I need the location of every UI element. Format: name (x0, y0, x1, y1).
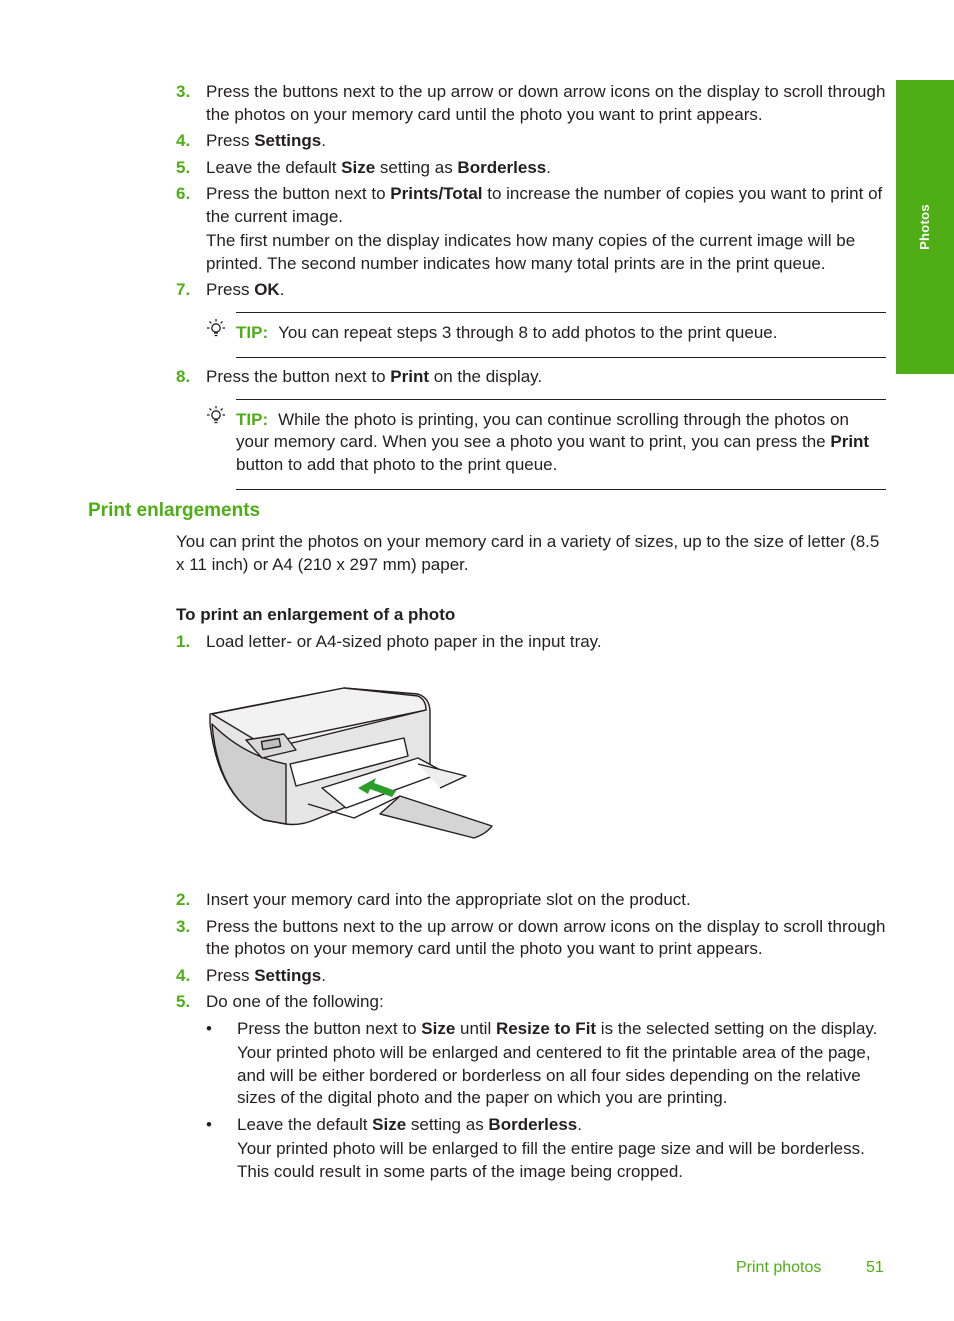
step-number: 3. (176, 82, 191, 101)
bold-term: Settings (254, 131, 322, 150)
step-text: Do one of the following: (206, 992, 384, 1011)
text-run: is the selected setting on the display. (596, 1018, 878, 1038)
bold-term: Print (390, 367, 430, 386)
text-run: . (546, 157, 551, 177)
option-text (237, 1018, 886, 1041)
text-run: Press (206, 965, 255, 985)
step-text (206, 157, 886, 180)
step-number: 5. (176, 992, 191, 1011)
option-borderless (206, 1114, 886, 1184)
step-number: 2. (176, 890, 191, 909)
text-run: . (321, 131, 326, 150)
lightbulb-icon (206, 318, 226, 340)
bold-term: Resize to Fit (495, 1018, 597, 1038)
step-text (206, 130, 886, 153)
step-6 (176, 183, 886, 275)
lightbulb-icon (206, 405, 226, 427)
bold-term: Borderless (457, 157, 547, 177)
tip-text: You can repeat steps 3 through 8 to add photos to the print queue. (278, 322, 778, 342)
step-number: 3. (176, 916, 191, 936)
step-number: 4. (176, 965, 191, 985)
tip-box-1 (206, 312, 886, 359)
step-8 (176, 366, 886, 389)
text-run: Press (206, 131, 255, 150)
bold-term: Borderless (488, 1114, 578, 1134)
text-run: Press the button next to (206, 184, 391, 203)
step-text: Press the buttons next to the up arrow or down arrow icons on the display to scroll through the photos on your memory card until the photo you want to print appears. (206, 82, 886, 124)
later-steps (176, 889, 886, 1187)
text-run: setting as (375, 157, 458, 177)
bold-term: OK (254, 280, 280, 299)
procedure-title: To print an enlargement of a photo (176, 605, 456, 624)
text-run: Leave the default (206, 157, 342, 177)
step-number: 6. (176, 184, 191, 203)
text-run: Leave the default (237, 1114, 373, 1134)
step-5 (176, 157, 886, 180)
page-number: 51 (866, 1259, 884, 1276)
step-text (206, 183, 886, 228)
text-run: setting as (406, 1114, 489, 1134)
step-text: Press the buttons next to the up arrow or down arrow icons on the display to scroll through the photos on your memory card until the photo you want to print appears. (206, 916, 886, 958)
text-run: Press the button next to (237, 1018, 422, 1038)
proc-step-5 (176, 991, 886, 1014)
step-number: 4. (176, 131, 191, 150)
top-content (176, 81, 886, 490)
option-note: Your printed photo will be enlarged to fill the entire page size and will be borderless. This could result in some parts of the image being cropped. (237, 1139, 865, 1181)
step-note: The first number on the display indicates how many copies of the current image will be printed. The second number indicates how many total prints are in the print queue. (206, 231, 856, 273)
footer-section: Print photos (736, 1259, 822, 1276)
step-7 (176, 279, 886, 302)
proc-step-1 (176, 631, 886, 654)
intro-paragraph: You can print the photos on your memory card in a variety of sizes, up to the size of letter (8.5 x 11 inch) or A4 (210 x 297 mm) paper. (176, 532, 880, 574)
tip-label: TIP: (236, 322, 269, 342)
bold-term: Prints/Total (390, 184, 483, 203)
tip-label: TIP: (236, 409, 269, 429)
step-number: 1. (176, 631, 191, 651)
text-run: . (321, 965, 326, 985)
proc-step-4 (176, 965, 886, 988)
text-run: to increase the number of copies you want to print of the current image. (206, 184, 883, 226)
tip-text: button to add that photo to the print queue. (236, 454, 558, 474)
proc-step-2 (176, 889, 886, 912)
bullet-dot: • (206, 1018, 212, 1038)
bold-term: Size (421, 1018, 456, 1038)
step-text: Insert your memory card into the appropriate slot on the product. (206, 890, 691, 909)
tip-box-2 (206, 399, 886, 491)
option-list (206, 1018, 886, 1184)
text-run: until (455, 1018, 496, 1038)
step-number: 7. (176, 280, 191, 299)
printer-illustration (204, 684, 494, 852)
text-run: . (577, 1114, 582, 1134)
text-run: . (279, 280, 285, 299)
step-text: Load letter- or A4-sized photo paper in the input tray. (206, 631, 602, 651)
bold-term: Print (830, 432, 870, 451)
step-text (206, 366, 886, 389)
proc-step-3 (176, 916, 886, 961)
text-run: Press (206, 280, 255, 299)
step-4 (176, 130, 886, 153)
option-note: Your printed photo will be enlarged and centered to fit the printable area of the page, and will be either bordered or borderless on all four sides depending on the relative sizes of the digital photo and the paper on which you are printing. (237, 1043, 871, 1107)
bullet-dot: • (206, 1114, 212, 1134)
side-tab-photos (896, 80, 954, 374)
bold-term: Size (341, 157, 376, 177)
step-number: 5. (176, 157, 191, 177)
tip-text: While the photo is printing, you can continue scrolling through the photos on your memory card. When you see a photo you want to print, you can press the (236, 409, 849, 451)
side-tab-label: Photos (916, 204, 932, 250)
bold-term: Settings (254, 965, 322, 985)
step-text (206, 279, 886, 302)
section-heading: Print enlargements (88, 500, 261, 521)
text-run: Press the button next to (206, 367, 391, 386)
option-resize-to-fit (206, 1018, 886, 1110)
step-number: 8. (176, 367, 191, 386)
step-3 (176, 81, 886, 126)
bold-term: Size (372, 1114, 407, 1134)
step-text (206, 965, 886, 988)
text-run: on the display. (429, 367, 543, 386)
option-text (237, 1114, 886, 1137)
enlarge-content (176, 531, 886, 657)
